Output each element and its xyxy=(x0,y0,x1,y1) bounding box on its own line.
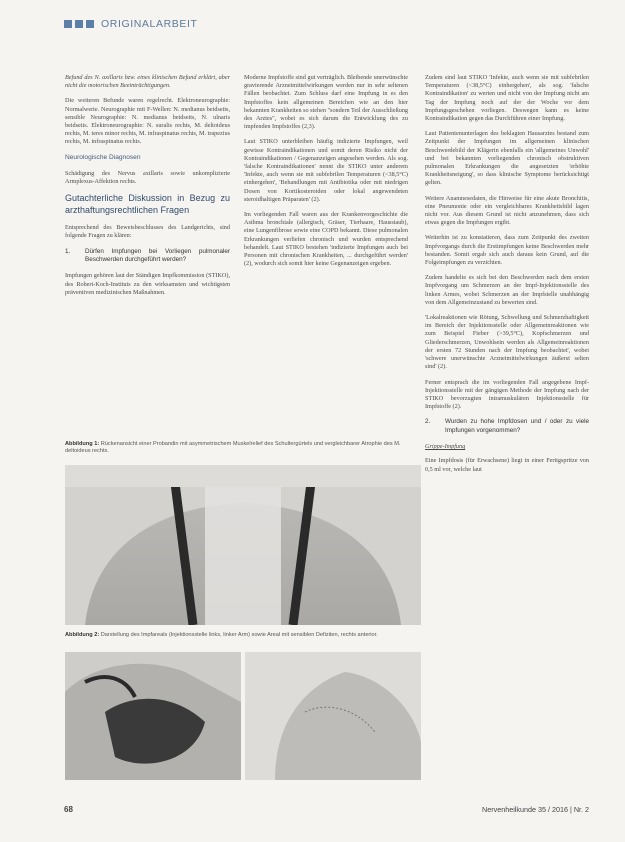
column-1 xyxy=(65,74,230,304)
question-number: 1. xyxy=(65,247,71,255)
paragraph: Befund des N. axillaris bzw. eines klinischen Befund erklärt, aber nicht die motorischen Beeinträchtigungen. xyxy=(65,74,230,90)
figure-2-photos xyxy=(65,652,421,780)
paragraph: Weiterhin ist zu konstatieren, dass zum Zeitpunkt des zweiten Impfvorgangs durch die Erstimpfungen keine Beschwerden mehr bestanden. Somit ergab sich auch daraus kein Grund, auf die Folgeimpfungen zu verzichten. xyxy=(425,234,589,267)
journal-citation: Nervenheilkunde 35 / 2016 | Nr. 2 xyxy=(482,805,589,814)
header-square-icon xyxy=(64,20,72,28)
header-square-icon xyxy=(86,20,94,28)
subheading: Grippe-Impfung xyxy=(425,443,466,451)
back-photo-illustration xyxy=(65,465,421,625)
figure-2-photo-right xyxy=(245,652,421,780)
question-item xyxy=(425,418,589,435)
figure-2-photo-left xyxy=(65,652,241,780)
paragraph: Eine Impfdosis (für Erwachsene) liegt in einer Fertigspritze von 0,5 ml vor, welche laut xyxy=(425,457,589,473)
paragraph: Zudem handelte es sich bei den Beschwerden nach dem ersten Impfvorgang um Schmerzen an der Impf-Injektionsstelle des linken Armes, wobei Schmerzen an der Impfstelle unabhängig von dem Allgemeinzustand zu bewerten sind. xyxy=(425,274,589,306)
paragraph: Moderne Impfstoffe sind gut verträglich. Bleibende unerwünschte gravierende Arzneimittelwirkungen werden nur in sehr seltenen Fällen beobachtet. Zum Schluss darf eine Impfung in es den Impfstoffes kein allgemeinen Bereichen wie an den hier bekannten Krankheiten so stehen "sondern Teil der Ausschließung des Arztes", wobei es sich darum die Entwicklung des zu impfenden Impfstoffes (2,3). xyxy=(244,74,409,131)
figure-1-caption xyxy=(65,441,425,456)
figure-label: Abbildung 2: xyxy=(65,632,100,638)
column-3 xyxy=(425,74,589,481)
paragraph: Im vorliegenden Fall waren aus der Krankenvorgeschichte die Asthma bronchiale (allergisch, Gräser, Tierhaare, Hausstaub), eine Lungenfibrose sowie eine COPD bekannt. Diese pulmonalen Erkrankungen verliefen chronisch und wurden entsprechend behandelt. Laut STIKO bestehen 'indizierte Impfungen auch bei Personen mit chronischen Krankheiten, ... durchgeführt werden' (2), wodurch sich somit hier keine Gegenanzeigen ergeben. xyxy=(244,211,408,268)
paragraph: Impfungen gehören laut der Ständigen Impfkommission (STIKO), des Robert-Koch-Instituts zu den wirksamsten und wichtigsten präventiven medizinischen Maßnahmen. xyxy=(65,272,230,296)
page-number: 68 xyxy=(64,805,73,814)
figure-label: Abbildung 1: xyxy=(65,441,100,447)
column-2 xyxy=(244,74,408,275)
paragraph: Entsprechend des Beweisbeschlusses des Landgerichts, sind folgende Fragen zu klären: xyxy=(65,224,230,240)
figure-caption-text: Darstellung des Impfareals (Injektionsstelle links, linker Arm) sowie Areal mit sensiblen Defiziten, rechts anterior. xyxy=(100,632,378,638)
section-heading: Gutachterliche Diskussion in Bezug zu arzthaftungsrechtlichen Fragen xyxy=(65,193,230,215)
paragraph: 'Lokalreaktionen wie Rötung, Schwellung und Schmerzhaftigkeit im Bereich der Injektionsstelle oder Allgemeinreaktionen wie zum Beispiel Fieber (>39,5°C), Kopfschmerzen und Gliederschmerzen, Unwohlsein werden als Allgemeinreaktionen der ersten 72 Stunden nach der Impfung beobachtet', wobei 'schwere unerwünschte Arzneimittelwirkungen äußerst selten sind' (2). xyxy=(425,314,589,371)
figure-2-caption xyxy=(65,632,420,639)
question-text: Dürfen Impfungen bei Vorliegen pulmonaler Beschwerden durchgeführt werden? xyxy=(85,247,230,264)
header-square-icon xyxy=(75,20,83,28)
paragraph: Die weiteren Befunde waren regelrecht. Elektroneurographie: Normalwerte. Neurographie mit F-Wellen: N. medianus beidseits, sensible Neurographie: N. medianus beidseits, N. ulnaris beidseits. Elektroneurographie: N. suralis rechts, M. deltoideus rechts, M. teres minor rechts, M. infraspinatus rechts, M. trapezius rechts, M. infraspinatus rechts. xyxy=(65,97,230,146)
page-footer xyxy=(64,805,589,814)
paragraph: Laut Patientenunterlagen des beklagten Hausarztes bestand zum Zeitpunkt der Impfungen im allgemeinen klinischen Beschwerdebild der Klägerin ebenfalls ein 'allgemeines Unwohl' und bei bekannten vorliegenden chronisch obstruktiven pulmonalen Erkrankungen die angesetzten 'erhöhte Krankheitsneigung', so dass klinische Symptome berücksichtigt gelten. xyxy=(425,130,589,187)
question-number: 2. xyxy=(425,418,431,426)
paragraph: Schädigung des Nervus axillaris sowie unkomplizierte Armplexus-Affektion rechts. xyxy=(65,169,230,186)
running-header xyxy=(64,16,198,32)
paragraph: Weitere Anamnesedaten, die Hinweise für eine akute Bronchitis, eine Pneumonie oder ein vergleichbares Krankheitsbild lagen nicht vor. Aus diesem Grund ist nicht anzunehmen, dass sich etwas gegen die Impfungen ergibt. xyxy=(425,194,589,227)
figure-1-photo xyxy=(65,465,421,625)
figure-caption-text: Rückenansicht einer Probandin mit asymmetrischem Muskelrelief des Schultergürtels und vergleichbarer Atrophie des M. deltoideus rechts. xyxy=(65,441,401,455)
section-label: ORIGINALARBEIT xyxy=(101,18,198,30)
paragraph: Ferner entsprach die im vorliegenden Fall angegebene Impf-Injektionsstelle mit der gängigen Methode der Impfung nach der STIKO bevorzugten intramuskulären Injektionsstelle für Impfstoffe (2). xyxy=(425,378,589,411)
question-item xyxy=(65,248,230,265)
question-text: Wurden zu hohe Impfdosen und / oder zu viele Impfungen vorgenommen? xyxy=(445,418,589,434)
subheading: Neurologische Diagnosen xyxy=(65,153,141,161)
paragraph: Laut STIKO unterbleiben häufig indizierte Impfungen, weil gewisse Kontraindikationen und somit deren Risiko nicht der Kontraindikationen / Gegenanzeigen angesehen werden. Als sog. 'falsche Kontraindikationen' nennt die STIKO unter anderem 'Infekte, auch wenn sie mit subfebrilen Temperaturen (<38,5°C) einhergehen', 'Behandlungen mit Antibiotika oder mit niedrigen Dosen von Kortikosteroiden oder lokal angewendeten steroidhaltigen Präparaten' (2). xyxy=(244,138,408,203)
paragraph: Zudem sind laut STIKO 'Infekte, auch wenn sie mit subfebrilen Temperaturen (<38,5°C) einhergehen', als sog. 'falsche Kontraindikation' zu werten und nicht von der Impfung nicht am Tag der Impfung noch auf der der Woche vor dem Impfungsgeschehen vorliegen. Deswegen kann es keine Kontraindikation gegen das Durchführen einer Impfung. xyxy=(425,74,589,123)
